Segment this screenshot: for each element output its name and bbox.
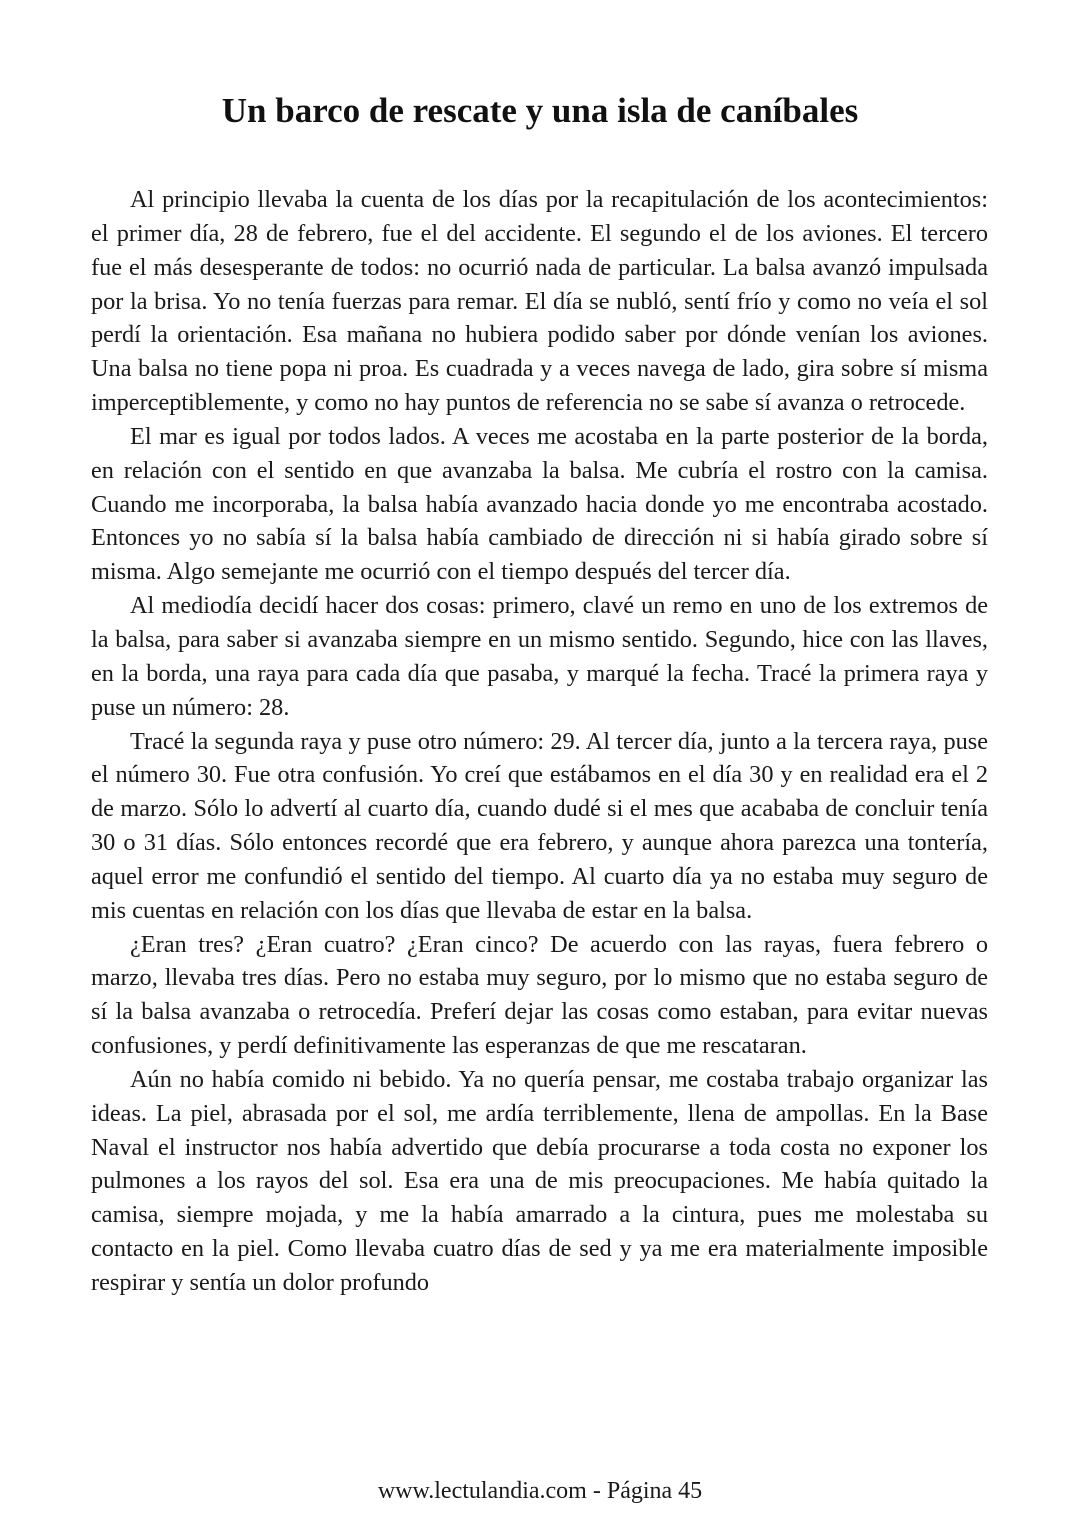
chapter-title: Un barco de rescate y una isla de caníbales xyxy=(221,91,859,130)
paragraph-2: El mar es igual por todos lados. A veces me acostaba en la parte posterior de la borda, en relación con el sentido en que avanzaba la balsa. Me cubría el rostro con la camisa. Cuando me incorporaba, la balsa había avanzado hacia donde yo me encontraba acostado. Entonces yo no sabía sí la balsa había cambiado de dirección ni si había girado sobre sí misma. Algo semejante me ocurrió con el tiempo después del tercer día. xyxy=(91,422,988,586)
paragraph-5: ¿Eran tres? ¿Eran cuatro? ¿Eran cinco? De acuerdo con las rayas, fuera febrero o marzo, llevaba tres días. Pero no estaba muy seguro, por lo mismo que no estaba seguro de sí la balsa avanzaba o retrocedía. Preferí dejar las cosas como estaban, para evitar nuevas confusiones, y perdí definitivamente las esperanzas de que me rescataran. xyxy=(91,930,988,1060)
paragraph-1: Al principio llevaba la cuenta de los días por la recapitulación de los acontecimientos: el primer día, 28 de febrero, fue el del accidente. El segundo el de los aviones. El tercero fue el más desesperante de todos: no ocurrió nada de particular. La balsa avanzó impulsada por la brisa. Yo no tenía fuerzas para remar. El día se nubló, sentí frío y como no veía el sol perdí la orientación. Esa mañana no hubiera podido saber por dónde venían los aviones. Una balsa no tiene popa ni proa. Es cuadrada y a veces navega de lado, gira sobre sí misma imperceptiblemente, y como no hay puntos de referencia no se sabe sí avanza o retrocede. xyxy=(91,186,988,417)
body-text xyxy=(91,183,988,1300)
paragraph-6: Aún no había comido ni bebido. Ya no quería pensar, me costaba trabajo organizar las ideas. La piel, abrasada por el sol, me ardía terriblemente, llena de ampollas. En la Base Naval el instructor nos había advertido que debía procurarse a toda costa no exponer los pulmones a los rayos del sol. Esa era una de mis preocupaciones. Me había quitado la camisa, siempre mojada, y me la había amarrado a la cintura, pues me molestaba su contacto en la piel. Como llevaba cuatro días de sed y ya me era materialmente imposible respirar y sentía un dolor profundo xyxy=(91,1065,988,1296)
page-footer: www.lectulandia.com - Página 45 xyxy=(377,1478,703,1504)
paragraph-4: Tracé la segunda raya y puse otro número: 29. Al tercer día, junto a la tercera raya, puse el número 30. Fue otra confusión. Yo creí que estábamos en el día 30 y en realidad era el 2 de marzo. Sólo lo advertí al cuarto día, cuando dudé si el mes que acababa de concluir tenía 30 o 31 días. Sólo entonces recordé que era febrero, y aunque ahora parezca una tontería, aquel error me confundió el sentido del tiempo. Al cuarto día ya no estaba muy seguro de mis cuentas en relación con los días que llevaba de estar en la balsa. xyxy=(91,727,988,924)
paragraph-3: Al mediodía decidí hacer dos cosas: primero, clavé un remo en uno de los extremos de la balsa, para saber si avanzaba siempre en un mismo sentido. Segundo, hice con las llaves, en la borda, una raya para cada día que pasaba, y marqué la fecha. Tracé la primera raya y puse un número: 28. xyxy=(91,592,988,721)
